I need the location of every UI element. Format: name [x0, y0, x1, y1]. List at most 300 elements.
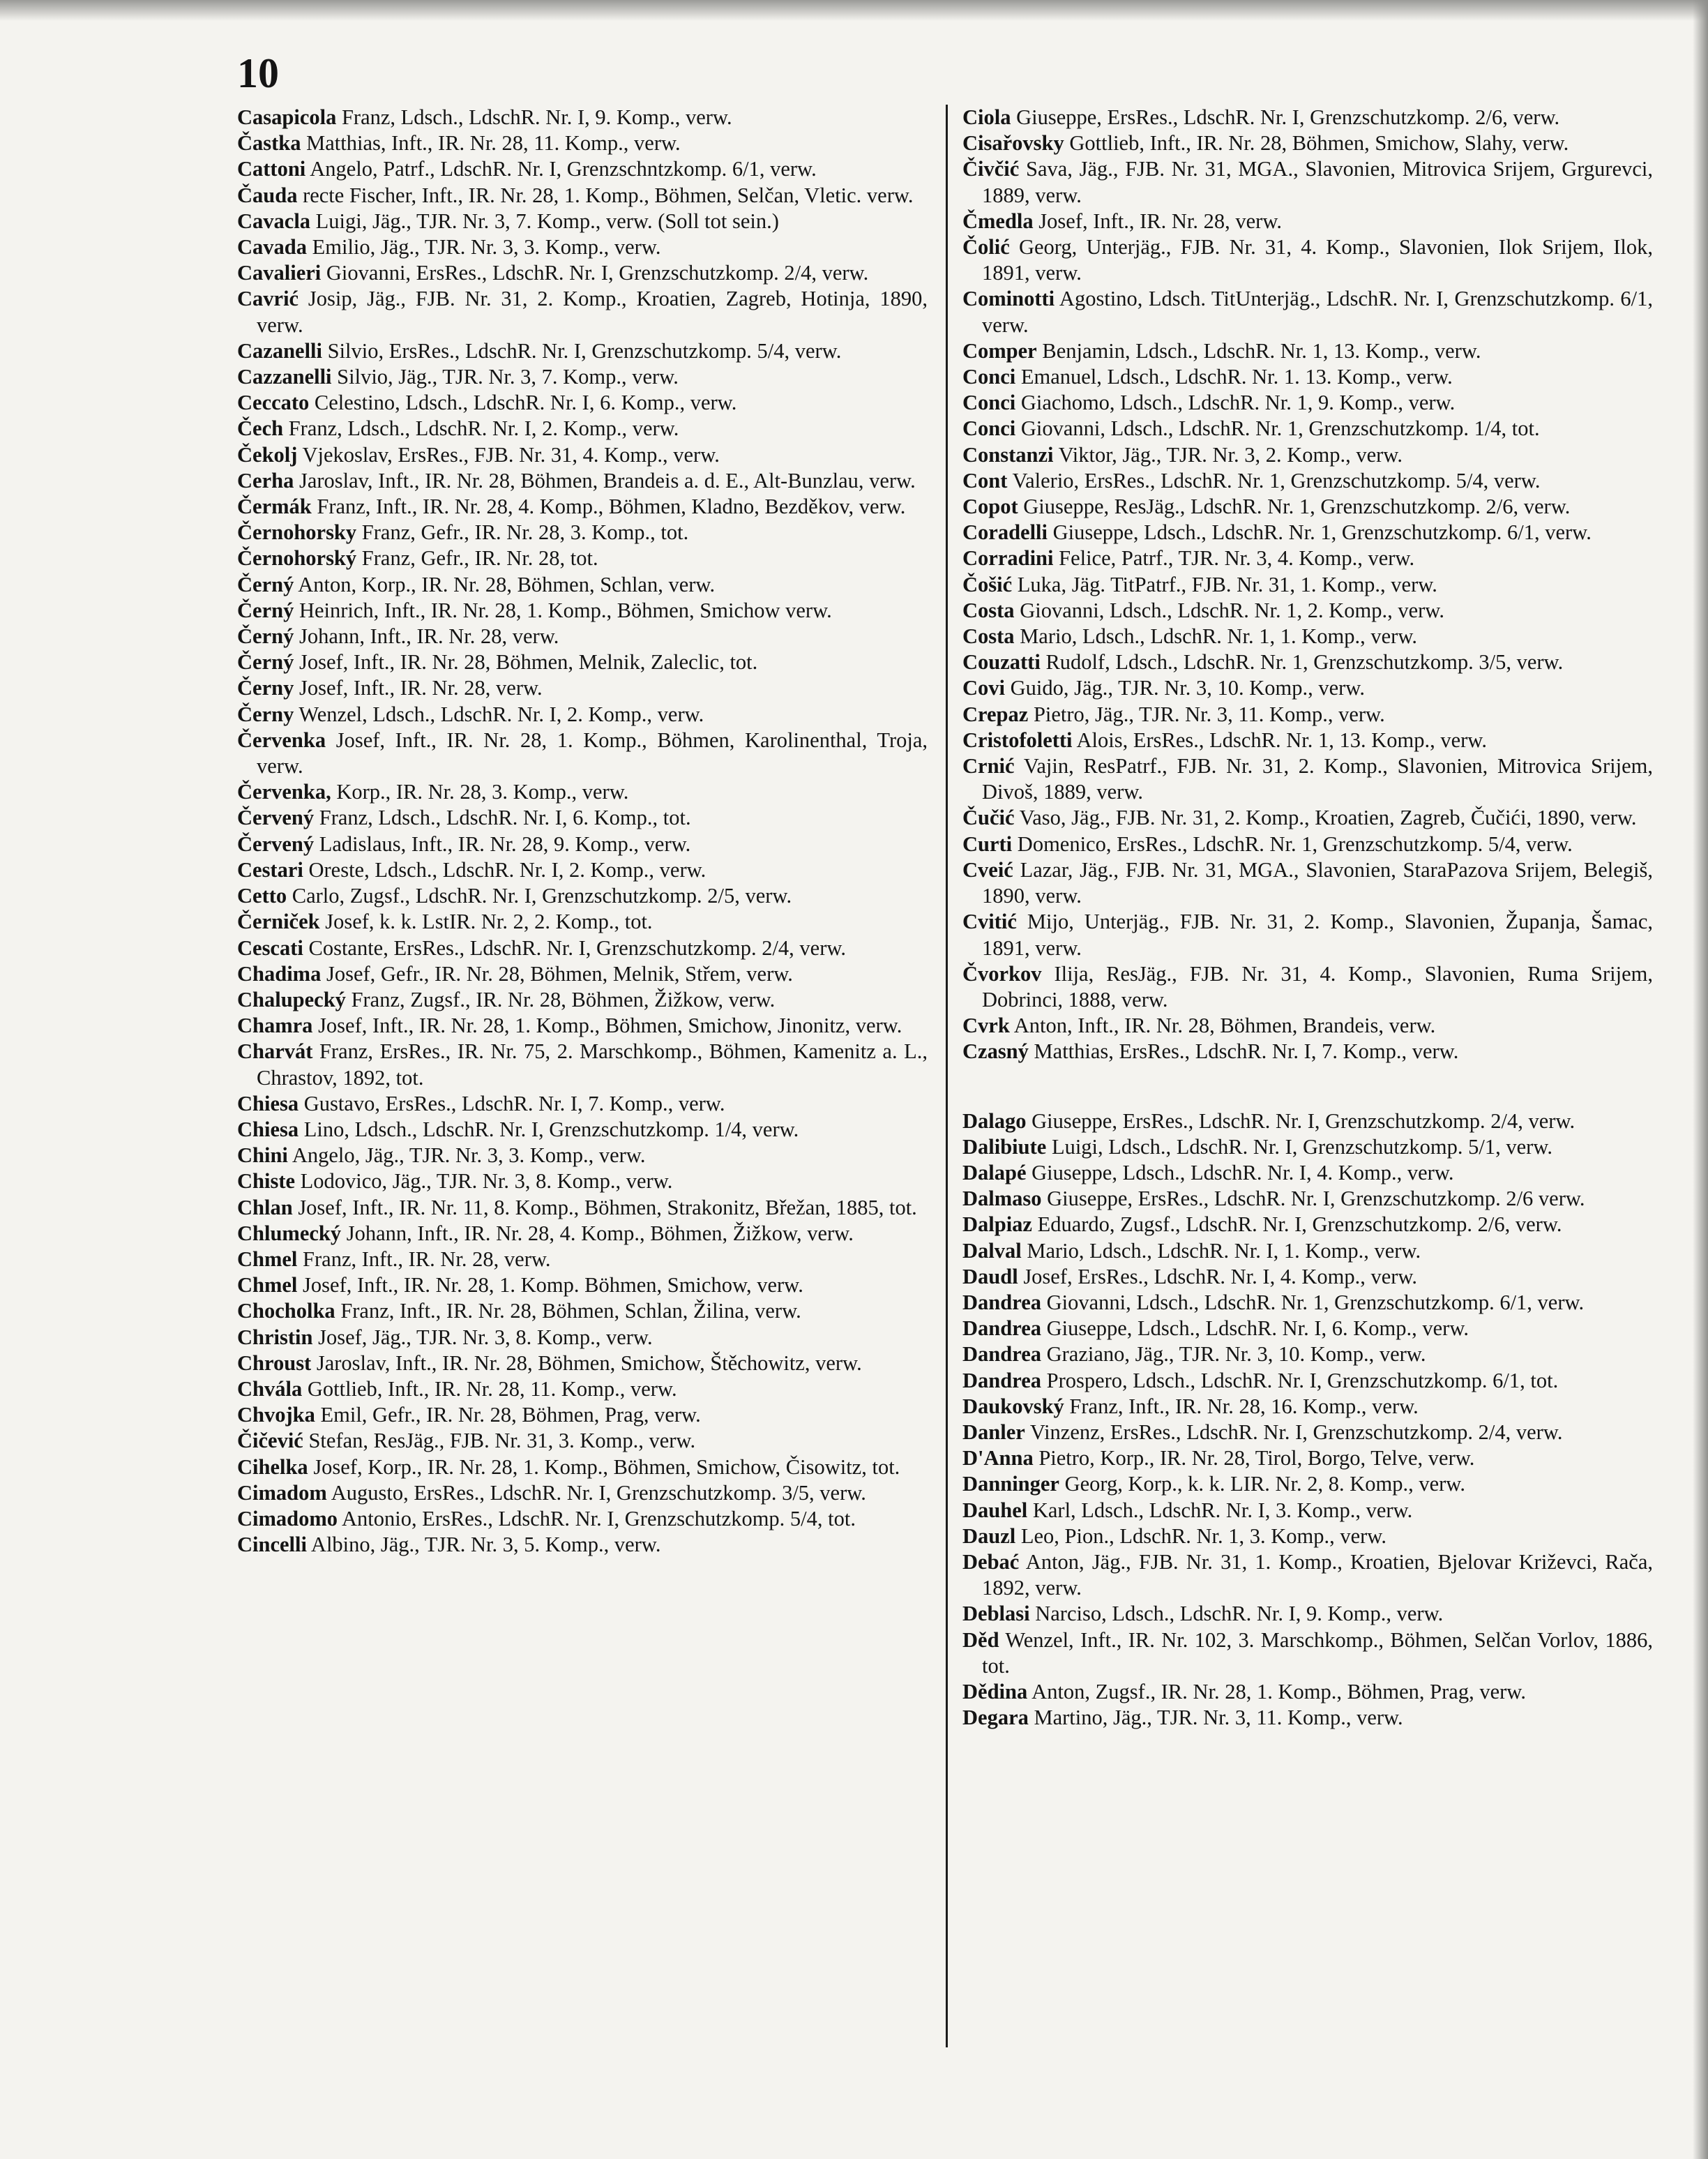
register-entry: [962, 624, 1653, 649]
register-entry: [962, 702, 1653, 728]
entry-details: Angelo, Patrf., LdschR. Nr. I, Grenzschntzkomp. 6/1, verw.: [310, 157, 817, 181]
entry-surname: Častka: [237, 131, 301, 156]
register-entry: [237, 1117, 928, 1143]
entry-details: Augusto, ErsRes., LdschR. Nr. I, Grenzschutzkomp. 3/5, verw.: [331, 1480, 866, 1505]
right-column: [962, 105, 1653, 1731]
entry-surname: Cazzanelli: [237, 365, 332, 389]
register-entry: [962, 1186, 1653, 1212]
entry-surname: Chiste: [237, 1169, 296, 1194]
entry-details: Johann, Inft., IR. Nr. 28, 4. Komp., Böhmen, Žižkow, verw.: [346, 1221, 854, 1245]
entry-details: Oreste, Ldsch., LdschR. Nr. I, 2. Komp., verw.: [308, 857, 706, 882]
entry-surname: Cazanelli: [237, 338, 322, 363]
register-entry: [237, 1532, 928, 1558]
entry-surname: Dandrea: [962, 1316, 1041, 1341]
entry-surname: Čauda: [237, 183, 298, 207]
entry-surname: Dauzl: [962, 1524, 1016, 1548]
register-entry: [237, 832, 928, 857]
register-entry: [962, 1160, 1653, 1186]
entry-details: Josef, Korp., IR. Nr. 28, 1. Komp., Böhmen, Smichow, Čisowitz, tot.: [313, 1454, 900, 1479]
left-column: [237, 105, 928, 1558]
entry-details: Narciso, Ldsch., LdschR. Nr. I, 9. Komp., verw.: [1035, 1602, 1444, 1626]
register-entry: [962, 390, 1653, 416]
register-entry: [237, 572, 928, 598]
entry-surname: Czasný: [962, 1039, 1029, 1064]
entry-surname: Conci: [962, 365, 1016, 389]
entry-details: Domenico, ErsRes., LdschR. Nr. 1, Grenzschutzkomp. 5/4, verw.: [1017, 832, 1573, 856]
register-entry: [237, 1402, 928, 1428]
entry-details: Franz, Inft., IR. Nr. 28, 16. Komp., verw.: [1069, 1394, 1419, 1418]
entry-surname: Conci: [962, 391, 1016, 415]
register-entry: [237, 364, 928, 390]
register-entry: [237, 286, 928, 338]
entry-surname: Cestari: [237, 857, 303, 882]
entry-surname: Cveić: [962, 857, 1013, 882]
column-divider: [946, 105, 948, 2047]
entry-details: Gottlieb, Inft., IR. Nr. 28, Böhmen, Smichow, Slahy, verw.: [1069, 131, 1569, 156]
entry-surname: Couzatti: [962, 650, 1041, 675]
register-entry: [962, 364, 1653, 390]
entry-surname: Costa: [962, 624, 1015, 649]
entry-details: Giovanni, Ldsch., LdschR. Nr. 1, 2. Komp., verw.: [1020, 598, 1444, 622]
entry-details: Alois, ErsRes., LdschR. Nr. 1, 13. Komp., verw.: [1076, 728, 1487, 752]
entry-details: Agostino, Ldsch. TitUnterjäg., LdschR. Nr. I, Grenzschutzkomp. 6/1, verw.: [982, 287, 1653, 337]
register-entry: [237, 649, 928, 675]
entry-details: Korp., IR. Nr. 28, 3. Komp., verw.: [336, 780, 629, 804]
entry-details: Felice, Patrf., TJR. Nr. 3, 4. Komp., verw.: [1059, 546, 1415, 571]
entry-details: Vjekoslav, ErsRes., FJB. Nr. 31, 4. Komp., verw.: [302, 442, 720, 467]
register-entry: [962, 1679, 1653, 1705]
register-entry: [237, 520, 928, 546]
register-entry: [962, 130, 1653, 156]
register-entry: [237, 1195, 928, 1221]
register-entry: [237, 156, 928, 182]
entry-surname: Cimadomo: [237, 1506, 338, 1530]
entry-details: Karl, Ldsch., LdschR. Nr. I, 3. Komp., verw.: [1032, 1498, 1413, 1522]
entry-surname: Červenka: [237, 728, 326, 752]
register-entry: [962, 1471, 1653, 1497]
scan-right-shadow: [1693, 0, 1708, 2159]
entry-surname: Cvitić: [962, 910, 1017, 934]
entry-surname: Dandrea: [962, 1342, 1041, 1367]
entry-details: Albino, Jäg., TJR. Nr. 3, 5. Komp., verw.: [310, 1533, 661, 1557]
page-number: 10: [237, 50, 279, 96]
register-entry: [237, 1247, 928, 1272]
register-entry: [237, 105, 928, 130]
section-gap: [962, 1065, 1653, 1108]
entry-details: Sava, Jäg., FJB. Nr. 31, MGA., Slavonien, Mitrovica Srijem, Grgurevci, 1889, verw.: [982, 157, 1653, 207]
entry-surname: Chroust: [237, 1351, 312, 1375]
entry-details: Josef, Jäg., TJR. Nr. 3, 8. Komp., verw.: [318, 1325, 653, 1349]
entry-details: Wenzel, Inft., IR. Nr. 102, 3. Marschkomp., Böhmen, Selčan Vorlov, 1886, tot.: [982, 1627, 1653, 1678]
entry-surname: Čermák: [237, 495, 312, 519]
entry-details: Johann, Inft., IR. Nr. 28, verw.: [298, 624, 559, 649]
entry-details: Luigi, Jäg., TJR. Nr. 3, 7. Komp., verw. (Soll tot sein.): [315, 209, 779, 233]
register-entry: [962, 909, 1653, 961]
register-entry: [237, 1168, 928, 1194]
entry-surname: Constanzi: [962, 442, 1054, 467]
entry-surname: Čolić: [962, 235, 1010, 259]
right-column-d-section: [962, 1108, 1653, 1731]
entry-surname: Chmel: [237, 1273, 298, 1297]
scan-top-shadow: [0, 0, 1708, 21]
entry-surname: Curti: [962, 832, 1013, 856]
entry-details: Emilio, Jäg., TJR. Nr. 3, 3. Komp., verw.: [312, 235, 661, 259]
register-entry: [962, 598, 1653, 624]
register-entry: [962, 805, 1653, 831]
register-entry: [962, 1039, 1653, 1065]
entry-surname: Degara: [962, 1706, 1029, 1730]
entry-surname: Chvojka: [237, 1403, 315, 1427]
entry-surname: Covi: [962, 676, 1005, 700]
entry-details: Anton, Jäg., FJB. Nr. 31, 1. Komp., Kroatien, Bjelovar Križevci, Rača, 1892, verw.: [982, 1549, 1653, 1600]
entry-surname: Cont: [962, 468, 1008, 492]
register-entry: [962, 416, 1653, 442]
entry-surname: Cimadom: [237, 1480, 327, 1505]
register-entry: [237, 468, 928, 494]
entry-surname: Dandrea: [962, 1368, 1041, 1392]
register-entry: [237, 598, 928, 624]
register-entry: [962, 546, 1653, 571]
entry-surname: Cetto: [237, 884, 287, 908]
entry-details: Giovanni, Ldsch., LdschR. Nr. 1, Grenzschutzkomp. 1/4, tot.: [1020, 416, 1540, 441]
entry-surname: Cavada: [237, 235, 307, 259]
entry-details: Anton, Zugsf., IR. Nr. 28, 1. Komp., Böhmen, Prag, verw.: [1031, 1679, 1526, 1703]
entry-surname: Cerha: [237, 468, 294, 492]
entry-surname: Chmel: [237, 1247, 298, 1271]
register-entry: [237, 390, 928, 416]
register-entry: [962, 1394, 1653, 1420]
register-entry: [962, 1549, 1653, 1601]
entry-details: Guido, Jäg., TJR. Nr. 3, 10. Komp., verw.: [1010, 676, 1365, 700]
entry-surname: Dalpiaz: [962, 1212, 1032, 1237]
entry-details: Jaroslav, Inft., IR. Nr. 28, Böhmen, Brandeis a. d. E., Alt-Bunzlau, verw.: [298, 468, 916, 492]
entry-surname: Černy: [237, 676, 294, 700]
register-entry: [962, 1705, 1653, 1731]
right-column-c-section: [962, 105, 1653, 1065]
entry-surname: Černý: [237, 650, 294, 675]
register-entry: [962, 234, 1653, 286]
entry-surname: Danninger: [962, 1472, 1059, 1496]
entry-details: Luigi, Ldsch., LdschR. Nr. I, Grenzschutzkomp. 5/1, verw.: [1051, 1134, 1552, 1159]
entry-details: Vajin, ResPatrf., FJB. Nr. 31, 2. Komp., Slavonien, Mitrovica Srijem, Divoš, 1889, verw.: [982, 754, 1653, 804]
register-entry: [962, 338, 1653, 364]
entry-details: Emil, Gefr., IR. Nr. 28, Böhmen, Prag, verw.: [320, 1403, 701, 1427]
entry-details: Franz, Inft., IR. Nr. 28, verw.: [303, 1247, 551, 1271]
register-entry: [962, 1368, 1653, 1394]
register-entry: [237, 1454, 928, 1480]
register-entry: [237, 260, 928, 286]
entry-details: Vinzenz, ErsRes., LdschR. Nr. I, Grenzschutzkomp. 2/4, verw.: [1029, 1420, 1563, 1444]
entry-details: Martino, Jäg., TJR. Nr. 3, 11. Komp., verw.: [1034, 1706, 1403, 1730]
register-entry: [962, 1238, 1653, 1264]
entry-details: Giuseppe, Ldsch., LdschR. Nr. I, 6. Komp., verw.: [1046, 1316, 1469, 1341]
entry-details: Leo, Pion., LdschR. Nr. 1, 3. Komp., verw.: [1020, 1524, 1386, 1548]
entry-surname: Čekolj: [237, 442, 298, 467]
entry-surname: Cisařovsky: [962, 131, 1064, 156]
entry-details: recte Fischer, Inft., IR. Nr. 28, 1. Komp., Böhmen, Selčan, Vletic. verw.: [303, 183, 914, 207]
register-entry: [237, 1039, 928, 1090]
entry-details: Wenzel, Ldsch., LdschR. Nr. I, 2. Komp., verw.: [298, 702, 704, 726]
entry-surname: Červenka,: [237, 780, 331, 804]
entry-details: Heinrich, Inft., IR. Nr. 28, 1. Komp., Böhmen, Smichow verw.: [298, 598, 832, 622]
entry-surname: Chlan: [237, 1195, 293, 1219]
entry-details: Josef, Inft., IR. Nr. 28, verw.: [1038, 209, 1283, 233]
entry-details: Franz, Ldsch., LdschR. Nr. I, 2. Komp., verw.: [288, 416, 679, 441]
entry-surname: Černý: [237, 598, 294, 622]
register-entry: [237, 209, 928, 234]
entry-surname: Černohorsky: [237, 520, 357, 545]
register-entry: [962, 1290, 1653, 1316]
entry-surname: Cincelli: [237, 1533, 307, 1557]
register-entry: [962, 494, 1653, 520]
entry-surname: Chini: [237, 1143, 288, 1168]
entry-details: Rudolf, Ldsch., LdschR. Nr. 1, Grenzschutzkomp. 3/5, verw.: [1045, 650, 1564, 675]
register-entry: [237, 234, 928, 260]
register-entry: [962, 1108, 1653, 1134]
entry-surname: Dalibiute: [962, 1134, 1047, 1159]
entry-details: Ilija, ResJäg., FJB. Nr. 31, 4. Komp., Slavonien, Ruma Srijem, Dobrinci, 1888, verw.: [982, 961, 1653, 1011]
entry-surname: Corradini: [962, 546, 1054, 571]
register-entry: [237, 1013, 928, 1039]
entry-details: Josef, Inft., IR. Nr. 28, 1. Komp. Böhmen, Smichow, verw.: [303, 1273, 803, 1297]
entry-surname: Daukovský: [962, 1394, 1064, 1418]
register-entry: [962, 286, 1653, 338]
register-entry: [962, 1316, 1653, 1341]
register-entry: [962, 520, 1653, 546]
entry-surname: Cominotti: [962, 287, 1055, 311]
entry-details: Pietro, Jäg., TJR. Nr. 3, 11. Komp., verw.: [1033, 702, 1385, 726]
register-entry: [962, 572, 1653, 598]
register-entry: [962, 1264, 1653, 1290]
register-entry: [237, 416, 928, 442]
entry-surname: Červený: [237, 832, 315, 856]
entry-surname: Černý: [237, 572, 294, 596]
entry-surname: Conci: [962, 416, 1016, 441]
entry-details: Franz, ErsRes., IR. Nr. 75, 2. Marschkomp., Böhmen, Kamenitz a. L., Chrastov, 1892, tot.: [257, 1039, 928, 1090]
entry-details: Valerio, ErsRes., LdschR. Nr. 1, Grenzschutzkomp. 5/4, verw.: [1012, 468, 1541, 492]
register-entry: [237, 1091, 928, 1117]
entry-details: Lino, Ldsch., LdschR. Nr. I, Grenzschutzkomp. 1/4, verw.: [303, 1117, 799, 1141]
entry-surname: Crnić: [962, 754, 1015, 778]
entry-surname: Dandrea: [962, 1290, 1041, 1314]
entry-surname: Chiesa: [237, 1091, 299, 1115]
entry-surname: Daudl: [962, 1264, 1018, 1288]
entry-surname: Christin: [237, 1325, 313, 1349]
entry-surname: Chvála: [237, 1376, 303, 1401]
register-entry: [237, 338, 928, 364]
entry-details: Stefan, ResJäg., FJB. Nr. 31, 3. Komp., verw.: [308, 1429, 696, 1453]
register-entry: [237, 1143, 928, 1168]
entry-details: Gottlieb, Inft., IR. Nr. 28, 11. Komp., verw.: [307, 1376, 677, 1401]
entry-surname: Ciola: [962, 105, 1011, 129]
entry-details: Giuseppe, ErsRes., LdschR. Nr. I, Grenzschutzkomp. 2/6 verw.: [1047, 1187, 1585, 1211]
entry-surname: Chamra: [237, 1014, 313, 1038]
register-entry: [962, 442, 1653, 468]
entry-details: Franz, Inft., IR. Nr. 28, 4. Komp., Böhmen, Kladno, Bezděkov, verw.: [317, 495, 906, 519]
register-entry: [962, 1445, 1653, 1471]
entry-surname: Costa: [962, 598, 1015, 622]
entry-details: Prospero, Ldsch., LdschR. Nr. I, Grenzschutzkomp. 6/1, tot.: [1046, 1368, 1559, 1392]
register-entry: [237, 883, 928, 909]
register-entry: [962, 1524, 1653, 1549]
register-entry: [962, 209, 1653, 234]
entry-surname: Cvrk: [962, 1014, 1010, 1038]
entry-surname: Cihelka: [237, 1454, 308, 1479]
entry-details: Matthias, ErsRes., LdschR. Nr. I, 7. Komp., verw.: [1034, 1039, 1459, 1064]
register-entry: [962, 675, 1653, 701]
entry-details: Franz, Ldsch., LdschR. Nr. I, 9. Komp., verw.: [341, 105, 732, 129]
entry-details: Josef, Inft., IR. Nr. 28, 1. Komp., Böhmen, Smichow, Jinonitz, verw.: [318, 1014, 902, 1038]
entry-surname: Čvorkov: [962, 961, 1042, 986]
register-entry: [237, 702, 928, 728]
entry-surname: Danler: [962, 1420, 1025, 1444]
register-entry: [237, 909, 928, 935]
entry-details: Josip, Jäg., FJB. Nr. 31, 2. Komp., Kroatien, Zagreb, Hotinja, 1890, verw.: [257, 287, 928, 337]
register-entry: [237, 935, 928, 961]
entry-details: Celestino, Ldsch., LdschR. Nr. I, 6. Komp., verw.: [314, 391, 737, 415]
register-entry: [962, 1212, 1653, 1238]
entry-surname: Dauhel: [962, 1498, 1028, 1522]
register-entry: [962, 1601, 1653, 1627]
register-entry: [237, 857, 928, 883]
entry-surname: Černý: [237, 624, 294, 649]
register-entry: [962, 1134, 1653, 1160]
register-entry: [237, 546, 928, 571]
register-entry: [962, 649, 1653, 675]
register-entry: [237, 494, 928, 520]
entry-details: Josef, Inft., IR. Nr. 11, 8. Komp., Böhmen, Strakonitz, Břežan, 1885, tot.: [298, 1195, 917, 1219]
entry-surname: Debać: [962, 1549, 1020, 1574]
entry-details: Josef, ErsRes., LdschR. Nr. I, 4. Komp., verw.: [1023, 1264, 1418, 1288]
entry-surname: Dalmaso: [962, 1187, 1042, 1211]
entry-surname: Cristofoletti: [962, 728, 1073, 752]
register-entry: [237, 183, 928, 209]
register-entry: [237, 728, 928, 779]
entry-surname: Černiček: [237, 910, 320, 934]
entry-details: Anton, Korp., IR. Nr. 28, Böhmen, Schlan, verw.: [298, 572, 716, 596]
entry-details: Lazar, Jäg., FJB. Nr. 31, MGA., Slavonien, StaraPazova Srijem, Belegiš, 1890, verw.: [982, 857, 1653, 908]
register-entry: [237, 961, 928, 987]
register-entry: [962, 1013, 1653, 1039]
entry-surname: Dalval: [962, 1238, 1022, 1263]
entry-surname: Cavalieri: [237, 261, 322, 285]
entry-details: Josef, Inft., IR. Nr. 28, verw.: [298, 676, 543, 700]
entry-surname: Comper: [962, 338, 1037, 363]
entry-details: Josef, Gefr., IR. Nr. 28, Böhmen, Melnik, Střem, verw.: [326, 961, 793, 986]
register-entry: [237, 1428, 928, 1454]
entry-details: Luka, Jäg. TitPatrf., FJB. Nr. 31, 1. Komp., verw.: [1017, 572, 1437, 596]
register-entry: [237, 1480, 928, 1506]
entry-details: Josef, Inft., IR. Nr. 28, 1. Komp., Böhmen, Karolinenthal, Troja, verw.: [257, 728, 928, 778]
entry-details: Antonio, ErsRes., LdschR. Nr. I, Grenzschutzkomp. 5/4, tot.: [341, 1506, 856, 1530]
register-entry: [237, 1506, 928, 1532]
entry-details: Carlo, Zugsf., LdschR. Nr. I, Grenzschutzkomp. 2/5, verw.: [292, 884, 792, 908]
entry-details: Pietro, Korp., IR. Nr. 28, Tirol, Borgo, Telve, verw.: [1038, 1446, 1475, 1470]
entry-surname: Cavrić: [237, 287, 299, 311]
entry-surname: Charvát: [237, 1039, 313, 1064]
entry-details: Silvio, Jäg., TJR. Nr. 3, 7. Komp., verw.: [337, 365, 679, 389]
entry-surname: Coradelli: [962, 520, 1048, 545]
entry-surname: Černy: [237, 702, 294, 726]
entry-details: Jaroslav, Inft., IR. Nr. 28, Böhmen, Smichow, Štěchowitz, verw.: [316, 1351, 862, 1375]
register-entry: [962, 105, 1653, 130]
entry-details: Franz, Gefr., IR. Nr. 28, tot.: [361, 546, 598, 571]
register-entry: [962, 753, 1653, 805]
entry-surname: Chlumecký: [237, 1221, 342, 1245]
register-entry: [962, 728, 1653, 753]
register-entry: [237, 1351, 928, 1376]
entry-details: Benjamin, Ldsch., LdschR. Nr. 1, 13. Komp., verw.: [1042, 338, 1481, 363]
entry-details: Giovanni, Ldsch., LdschR. Nr. 1, Grenzschutzkomp. 6/1, verw.: [1046, 1290, 1585, 1314]
register-entry: [237, 779, 928, 805]
entry-details: Franz, Zugsf., IR. Nr. 28, Böhmen, Žižkow, verw.: [351, 987, 776, 1011]
entry-surname: Čučić: [962, 806, 1015, 830]
register-entry: [962, 961, 1653, 1013]
entry-details: Matthias, Inft., IR. Nr. 28, 11. Komp., verw.: [306, 131, 681, 156]
register-entry: [962, 1627, 1653, 1679]
entry-surname: Casapicola: [237, 105, 337, 129]
entry-details: Giovanni, ErsRes., LdschR. Nr. I, Grenzschutzkomp. 2/4, verw.: [326, 261, 869, 285]
entry-surname: Červený: [237, 806, 315, 830]
entry-surname: Čmedla: [962, 209, 1034, 233]
entry-surname: Cattoni: [237, 157, 306, 181]
entry-details: Viktor, Jäg., TJR. Nr. 3, 2. Komp., verw.: [1058, 442, 1403, 467]
register-entry: [237, 130, 928, 156]
entry-surname: Dalapé: [962, 1160, 1027, 1184]
register-entry: [237, 675, 928, 701]
entry-details: Graziano, Jäg., TJR. Nr. 3, 10. Komp., verw.: [1046, 1342, 1426, 1367]
register-entry: [237, 805, 928, 831]
entry-surname: Chadima: [237, 961, 322, 986]
entry-details: Josef, Inft., IR. Nr. 28, Böhmen, Melnik, Zaleclic, tot.: [298, 650, 758, 675]
entry-details: Mario, Ldsch., LdschR. Nr. 1, 1. Komp., verw.: [1020, 624, 1418, 649]
register-entry: [237, 442, 928, 468]
register-entry: [962, 1341, 1653, 1367]
entry-details: Franz, Ldsch., LdschR. Nr. I, 6. Komp., tot.: [319, 806, 691, 830]
entry-details: Franz, Gefr., IR. Nr. 28, 3. Komp., tot.: [361, 520, 689, 545]
register-entry: [237, 624, 928, 649]
entry-surname: Cavacla: [237, 209, 311, 233]
entry-surname: Čivčić: [962, 157, 1020, 181]
entry-details: Eduardo, Zugsf., LdschR. Nr. I, Grenzschutzkomp. 2/6, verw.: [1037, 1212, 1562, 1237]
entry-surname: Dalago: [962, 1108, 1027, 1133]
entry-details: Giachomo, Ldsch., LdschR. Nr. 1, 9. Komp., verw.: [1020, 391, 1456, 415]
entry-surname: Chalupecký: [237, 987, 346, 1011]
entry-surname: Crepaz: [962, 702, 1029, 726]
entry-surname: Chiesa: [237, 1117, 299, 1141]
entry-surname: Ceccato: [237, 391, 310, 415]
entry-details: Silvio, ErsRes., LdschR. Nr. I, Grenzschutzkomp. 5/4, verw.: [327, 338, 842, 363]
entry-surname: Černohorský: [237, 546, 357, 571]
entry-surname: Chocholka: [237, 1299, 335, 1323]
entry-details: Giuseppe, ErsRes., LdschR. Nr. I, Grenzschutzkomp. 2/6, verw.: [1016, 105, 1560, 129]
entry-details: Gustavo, ErsRes., LdschR. Nr. I, 7. Komp., verw.: [303, 1091, 725, 1115]
entry-surname: Děd: [962, 1627, 999, 1652]
entry-surname: D'Anna: [962, 1446, 1034, 1470]
entry-details: Giuseppe, Ldsch., LdschR. Nr. 1, Grenzschutzkomp. 6/1, verw.: [1052, 520, 1592, 545]
entry-details: Ladislaus, Inft., IR. Nr. 28, 9. Komp., verw.: [319, 832, 691, 856]
entry-details: Franz, Inft., IR. Nr. 28, Böhmen, Schlan, Žilina, verw.: [340, 1299, 801, 1323]
register-entry: [962, 832, 1653, 857]
entry-details: Georg, Korp., k. k. LIR. Nr. 2, 8. Komp., verw.: [1064, 1472, 1465, 1496]
entry-details: Mijo, Unterjäg., FJB. Nr. 31, 2. Komp., Slavonien, Županja, Šamac, 1891, verw.: [982, 910, 1653, 960]
register-entry: [237, 1298, 928, 1324]
register-entry: [237, 1221, 928, 1247]
register-entry: [962, 1498, 1653, 1524]
register-entry: [962, 1420, 1653, 1445]
entry-surname: Cescati: [237, 935, 303, 960]
entry-surname: Deblasi: [962, 1602, 1030, 1626]
